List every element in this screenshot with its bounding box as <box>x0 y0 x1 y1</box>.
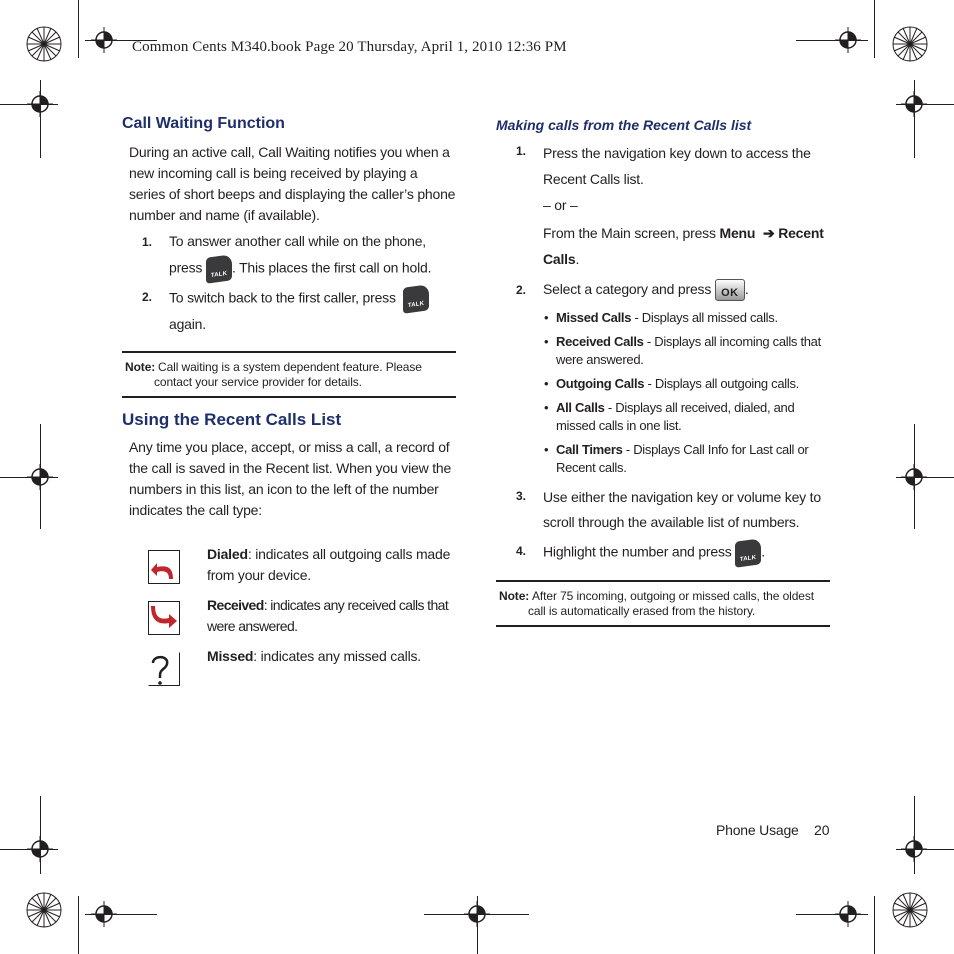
registration-star-icon <box>26 892 62 928</box>
list-item: • All Calls - Displays all received, dialed, and missed calls in one list. <box>544 400 795 433</box>
dialed-arrow-icon <box>148 550 180 584</box>
step-number: 2. <box>142 290 153 304</box>
book-header-slug: Common Cents M340.book Page 20 Thursday, April 1, 2010 12:36 PM <box>132 39 567 55</box>
recent-calls-intro: Any time you place, accept, or miss a call, a record of the call is saved in the Recent list. When you view the numbers in this list, an icon to the left of the number indicates the call type: <box>129 439 452 518</box>
registration-mark-icon <box>901 836 927 862</box>
category-list <box>544 309 834 477</box>
step-text: To answer another call while on the phone, press TALK . This places the first call on hold. <box>169 231 459 282</box>
registration-star-icon <box>892 26 928 62</box>
step-number: 3. <box>516 489 527 503</box>
step-number: 2. <box>516 283 527 297</box>
question-mark-icon <box>148 652 180 686</box>
step-number: 1. <box>516 144 527 158</box>
registration-star-icon <box>892 892 928 928</box>
step-number: 4. <box>516 544 527 558</box>
talk-key-icon: TALK <box>403 284 429 314</box>
recent-calls-heading: Using the Recent Calls List <box>122 410 342 429</box>
step-text: To switch back to the first caller, press TALK again. <box>169 286 459 335</box>
received-description: Received: indicates any received calls that were answered. <box>207 597 449 634</box>
list-item: • Outgoing Calls - Displays all outgoing calls. <box>544 376 799 391</box>
registration-mark-icon <box>464 901 490 927</box>
call-waiting-heading: Call Waiting Function <box>122 115 285 132</box>
step-text: Select a category and press OK . <box>543 281 749 300</box>
page-number: 20 <box>814 822 830 838</box>
dialed-description: Dialed: indicates all outgoing calls made from your device. <box>207 546 451 583</box>
call-waiting-note: Note: Call waiting is a system dependent feature. Please contact your service provider for details. <box>122 351 456 398</box>
list-item: • Missed Calls - Displays all missed calls. <box>544 310 778 325</box>
registration-mark-icon <box>91 901 117 927</box>
making-calls-heading: Making calls from the Recent Calls list <box>496 117 752 133</box>
step-text: Highlight the number and press TALK . <box>543 540 833 566</box>
talk-key-icon: TALK <box>735 538 761 568</box>
registration-mark-icon <box>27 836 53 862</box>
footer-section-title: Phone Usage <box>716 822 799 838</box>
registration-mark-icon <box>901 464 927 490</box>
step-text: Use either the navigation key or volume key to scroll through the available list of numbers. <box>543 489 821 530</box>
ok-key-icon: OK <box>715 279 745 301</box>
call-waiting-intro: During an active call, Call Waiting notifies you when a new incoming call is being received by playing a series of short beeps and displaying the caller’s phone number and name (if available). <box>129 144 456 223</box>
missed-description: Missed: indicates any missed calls. <box>207 648 421 664</box>
list-item: • Call Timers - Displays Call Info for Last call or Recent calls. <box>544 442 809 475</box>
step-text: Press the navigation key down to access the Recent Calls list. – or – From the Main screen, press Menu ➔ Recent Calls. <box>543 145 824 267</box>
received-arrow-icon <box>148 601 180 635</box>
list-item: • Received Calls - Displays all incoming calls that were answered. <box>544 334 821 367</box>
talk-key-icon: TALK <box>206 254 232 284</box>
registration-star-icon <box>26 26 62 62</box>
registration-mark-icon <box>27 464 53 490</box>
registration-mark-icon <box>835 901 861 927</box>
step-number: 1. <box>142 235 153 249</box>
history-note: Note: After 75 incoming, outgoing or missed calls, the oldest call is automatically erased from the history. <box>496 580 830 627</box>
